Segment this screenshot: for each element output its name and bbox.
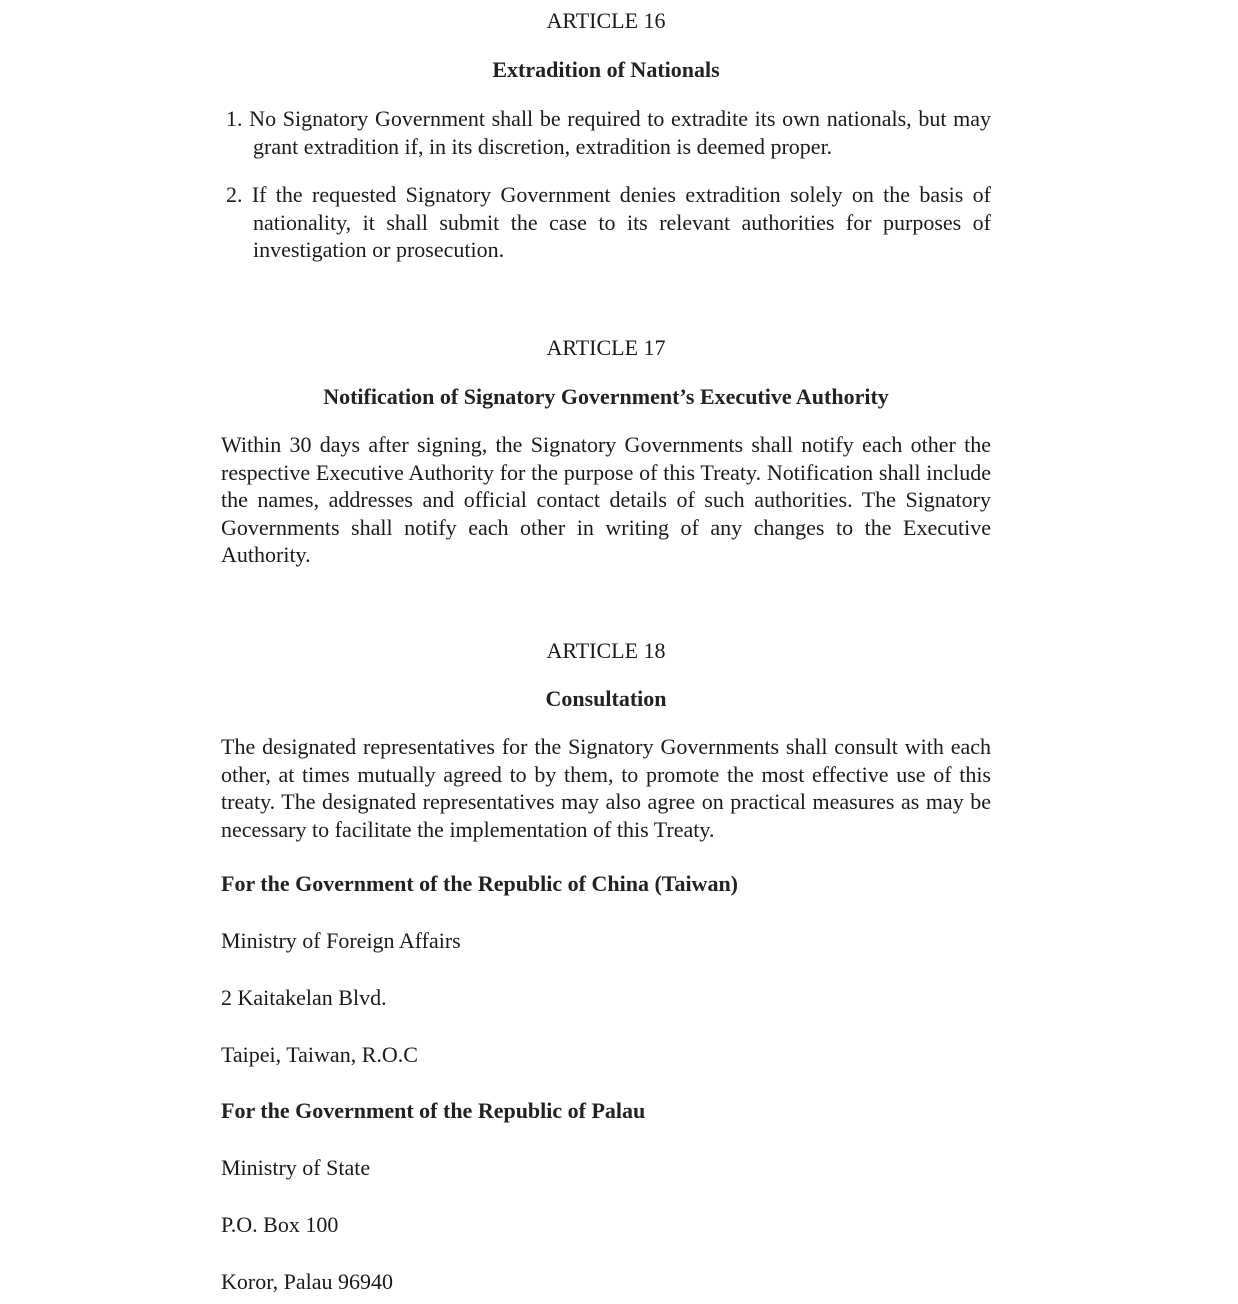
contact-taiwan-street: 2 Kaitakelan Blvd. [221,985,387,1010]
article-17-body: Within 30 days after signing, the Signatory Governments shall notify each other the respective Executive Authority for the purpose of this Treaty. Notification shall include the names, addresses and official contact details of such authorities. The Signatory Governments shall notify each other in writing of any changes to the Executive Authority. [221,432,991,567]
contact-taiwan-city: Taipei, Taiwan, R.O.C [221,1042,418,1067]
article-16-item-1: 1. No Signatory Government shall be required to extradite its own nationals, but may grant extradition if, in its discretion, extradition is deemed proper. [226,106,991,159]
article-18-body: The designated representatives for the Signatory Governments shall consult with each other, at times mutually agreed to by them, to promote the most effective use of this treaty. The designated representatives may also agree on practical measures as may be necessary to facilitate the implementation of this Treaty. [221,734,991,842]
article-16-number: ARTICLE 16 [546,8,666,33]
contact-palau-title: For the Government of the Republic of Palau [221,1098,646,1123]
article-17-title: Notification of Signatory Government’s Executive Authority [323,384,889,409]
contact-taiwan-title: For the Government of the Republic of China (Taiwan) [221,871,738,896]
contact-palau-city: Koror, Palau 96940 [221,1269,394,1294]
article-18-title: Consultation [545,686,667,711]
article-16-title: Extradition of Nationals [492,57,720,82]
contact-taiwan-ministry: Ministry of Foreign Affairs [221,928,461,953]
contact-palau-pobox: P.O. Box 100 [221,1212,339,1237]
article-16-items [221,105,991,264]
article-18-number: ARTICLE 18 [546,638,666,663]
article-16-item-2: 2. If the requested Signatory Government denies extradition solely on the basis of nationality, it shall submit the case to its relevant authorities for purposes of investigation or prosecution. [226,182,991,262]
article-17-number: ARTICLE 17 [546,335,666,360]
contact-palau-ministry: Ministry of State [221,1155,371,1180]
